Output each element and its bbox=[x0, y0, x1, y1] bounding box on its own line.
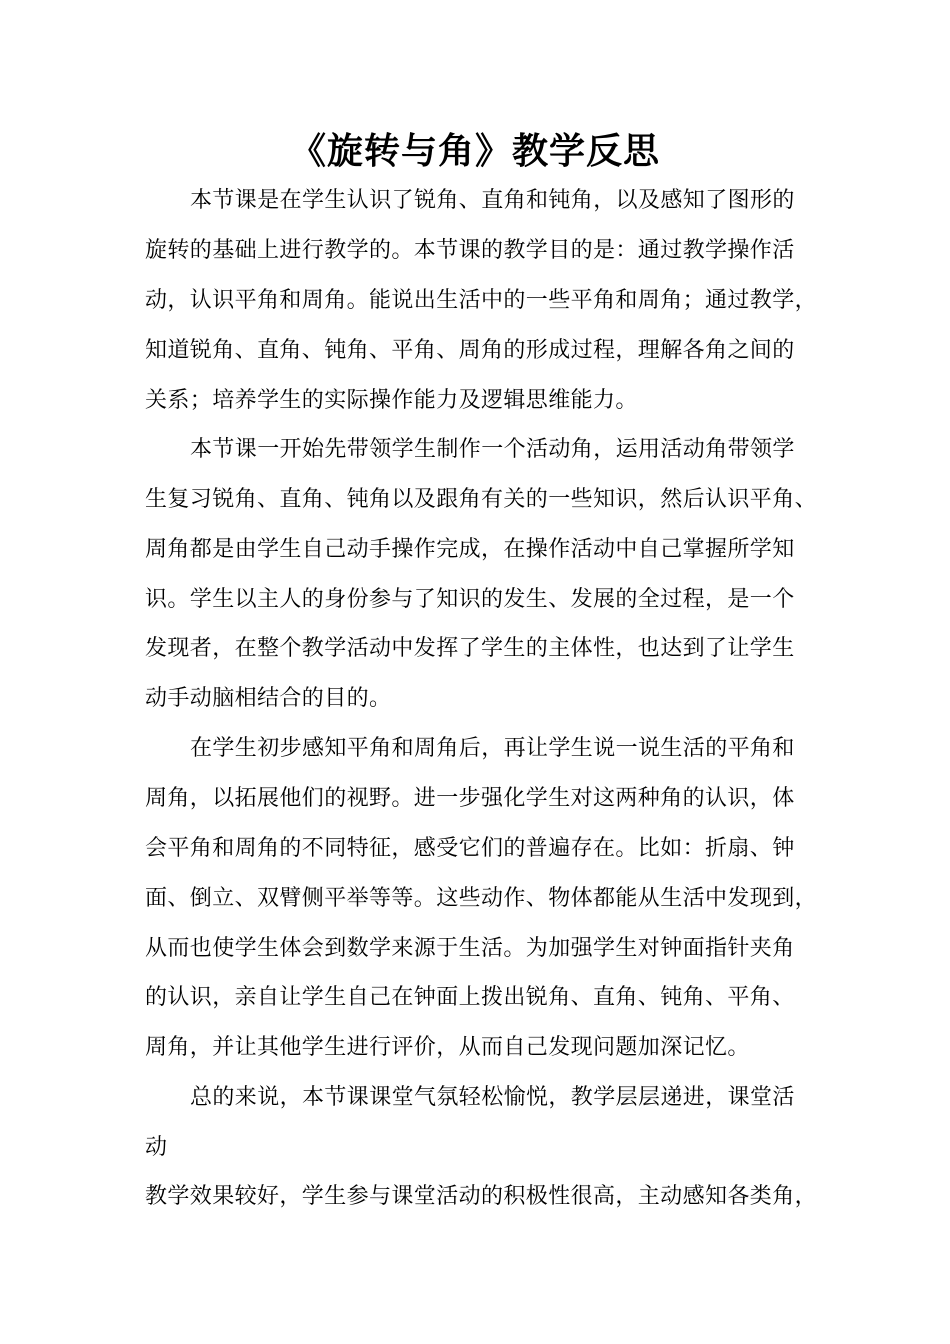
text-line-5: 关系；培养学生的实际操作能力及逻辑思维能力。 bbox=[145, 388, 638, 413]
text-line-3: 动，认识平角和周角。能说出生活中的一些平角和周角；通过教学， bbox=[145, 288, 818, 313]
text-line-17: 的认识，亲自让学生自己在钟面上拨出锐角、直角、钝角、平角、 bbox=[145, 985, 795, 1010]
text-line-16: 从而也使学生体会到数学来源于生活。为加强学生对钟面指针夹角 bbox=[145, 936, 795, 961]
text-line-18: 周角，并让其他学生进行评价，从而自己发现问题加深记忆。 bbox=[145, 1035, 750, 1060]
text-line-14: 会平角和周角的不同特征，感受它们的普遍存在。比如：折扇、钟 bbox=[145, 836, 795, 861]
text-line-1: 本节课是在学生认识了锐角、直角和钝角，以及感知了图形的 bbox=[190, 188, 795, 213]
text-line-9: 识。学生以主人的身份参与了知识的发生、发展的全过程，是一个 bbox=[145, 587, 795, 612]
text-line-20: 动 bbox=[145, 1135, 168, 1160]
text-line-11: 动手动脑相结合的目的。 bbox=[145, 686, 392, 711]
document-title: 《旋转与角》教学反思 bbox=[289, 130, 660, 172]
text-line-12: 在学生初步感知平角和周角后，再让学生说一说生活的平角和 bbox=[190, 736, 795, 761]
text-line-15: 面、倒立、双臂侧平举等等。这些动作、物体都能从生活中发现到， bbox=[145, 886, 818, 911]
text-line-21: 教学效果较好，学生参与课堂活动的积极性很高，主动感知各类角， bbox=[145, 1184, 818, 1209]
text-line-10: 发现者，在整个教学活动中发挥了学生的主体性，也达到了让学生 bbox=[145, 636, 795, 661]
text-line-8: 周角都是由学生自己动手操作完成，在操作活动中自己掌握所学知 bbox=[145, 537, 795, 562]
text-line-2: 旋转的基础上进行教学的。本节课的教学目的是：通过教学操作活 bbox=[145, 238, 795, 263]
text-line-7: 生复习锐角、直角、钝角以及跟角有关的一些知识，然后认识平角、 bbox=[145, 487, 818, 512]
text-line-13: 周角，以拓展他们的视野。进一步强化学生对这两种角的认识，体 bbox=[145, 786, 795, 811]
text-line-19: 总的来说，本节课课堂气氛轻松愉悦，教学层层递进，课堂活 bbox=[190, 1085, 795, 1110]
text-line-4: 知道锐角、直角、钝角、平角、周角的形成过程，理解各角之间的 bbox=[145, 338, 795, 363]
text-line-6: 本节课一开始先带领学生制作一个活动角，运用活动角带领学 bbox=[190, 437, 795, 462]
